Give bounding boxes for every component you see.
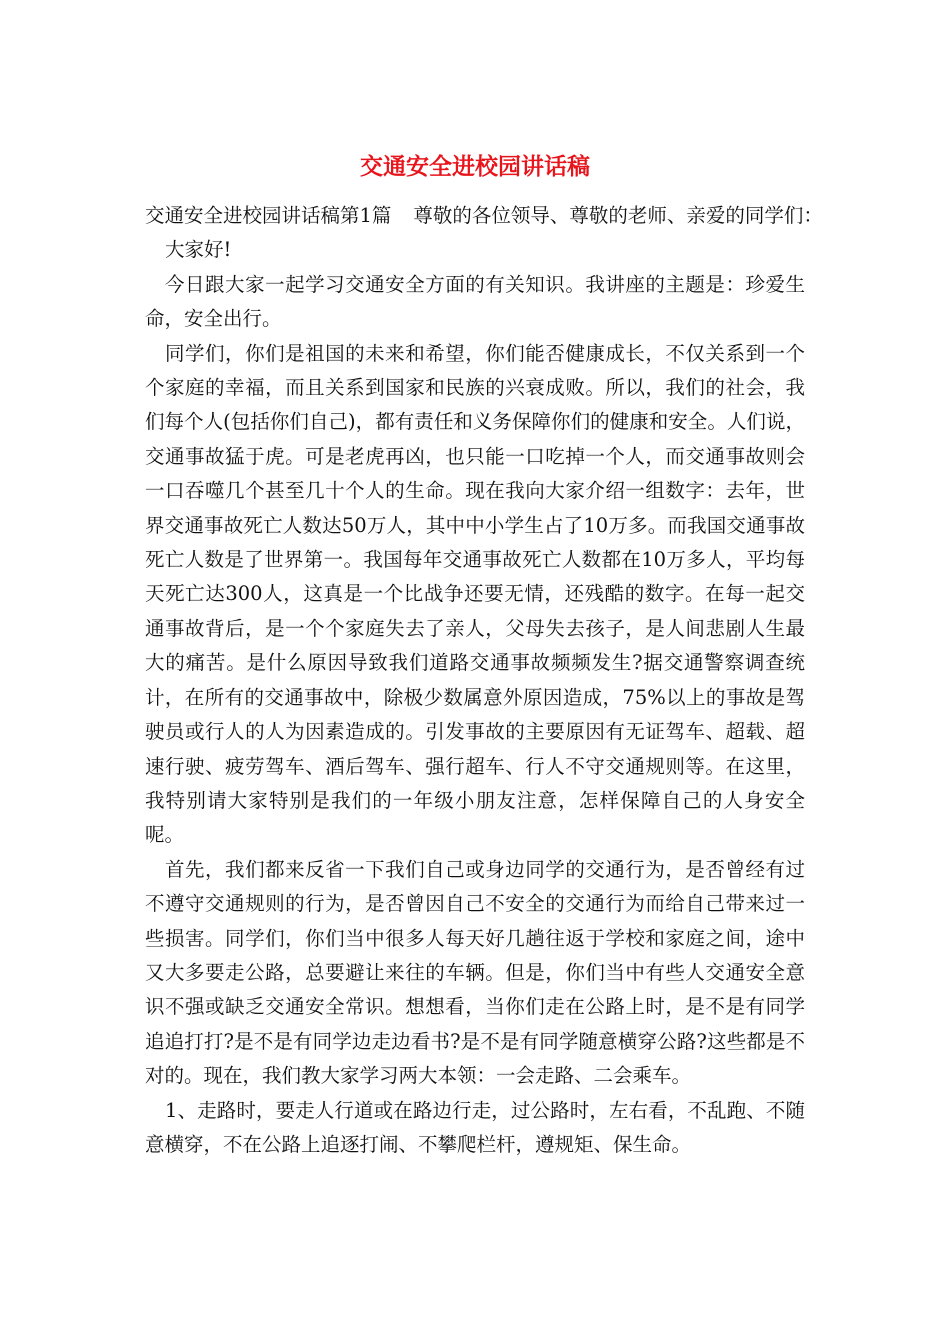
paragraph-topic: 今日跟大家一起学习交通安全方面的有关知识。我讲座的主题是：珍爱生命，安全出行。 [145, 272, 805, 331]
salutation: 尊敬的各位领导、尊敬的老师、亲爱的同学们： [413, 204, 823, 227]
paragraph-reflection: 首先，我们都来反省一下我们自己或身边同学的交通行为，是否曾经有过不遵守交通规则的行为，是否曾因自己不安全的交通行为而给自己带来过一些损害。同学们，你们当中很多人每天好几趟往返于学校和家庭之间，途中又大多要走公路，总要避让来往的车辆。但是，你们当中有些人交通安全意识不强或缺乏交通安全常识。想想看，当你们走在公路上时，是不是有同学追追打打?是不是有同学边走边看书?是不是有同学随意横穿公路?这些都是不对的。现在，我们教大家学习两大本领：一会走路、二会乘车。 [145, 857, 805, 1088]
heading-line [145, 199, 823, 233]
paragraph-greeting: 大家好! [165, 238, 232, 262]
paragraph-statistics: 同学们，你们是祖国的未来和希望，你们能否健康成长，不仅关系到一个个家庭的幸福，而且关系到国家和民族的兴衰成败。所以，我们的社会，我们每个人(包括你们自己)，都有责任和义务保障你们的健康和安全。人们说，交通事故猛于虎。可是老虎再凶，也只能一口吃掉一个人，而交通事故则会一口吞噬几个甚至几十个人的生命。现在我向大家介绍一组数字：去年，世界交通事故死亡人数达50万人，其中中小学生占了10万多。而我国交通事故死亡人数是了世界第一。我国每年交通事故死亡人数都在10万多人，平均每天死亡达300人，这真是一个比战争还要无情，还残酷的数字。在每一起交通事故背后，是一个个家庭失去了亲人，父母失去孩子，是人间悲剧人生最大的痛苦。是什么原因导致我们道路交通事故频频发生?据交通警察调查统计，在所有的交通事故中，除极少数属意外原因造成，75%以上的事故是驾驶员或行人的人为因素造成的。引发事故的主要原因有无证驾车、超载、超速行驶、疲劳驾车、酒后驾车、强行超车、行人不守交通规则等。在这里，我特别请大家特别是我们的一年级小朋友注意，怎样保障自己的人身安全呢。 [145, 341, 805, 847]
document-title: 交通安全进校园讲话稿 [360, 154, 590, 180]
paragraph-walking-rule: 1、走路时，要走人行道或在路边行走，过公路时，左右看，不乱跑、不随意横穿，不在公路上追逐打闹、不攀爬栏杆，遵规矩、保生命。 [145, 1098, 805, 1156]
speech-part-label: 交通安全进校园讲话稿第1篇 [145, 204, 392, 227]
document-body [145, 199, 823, 1162]
